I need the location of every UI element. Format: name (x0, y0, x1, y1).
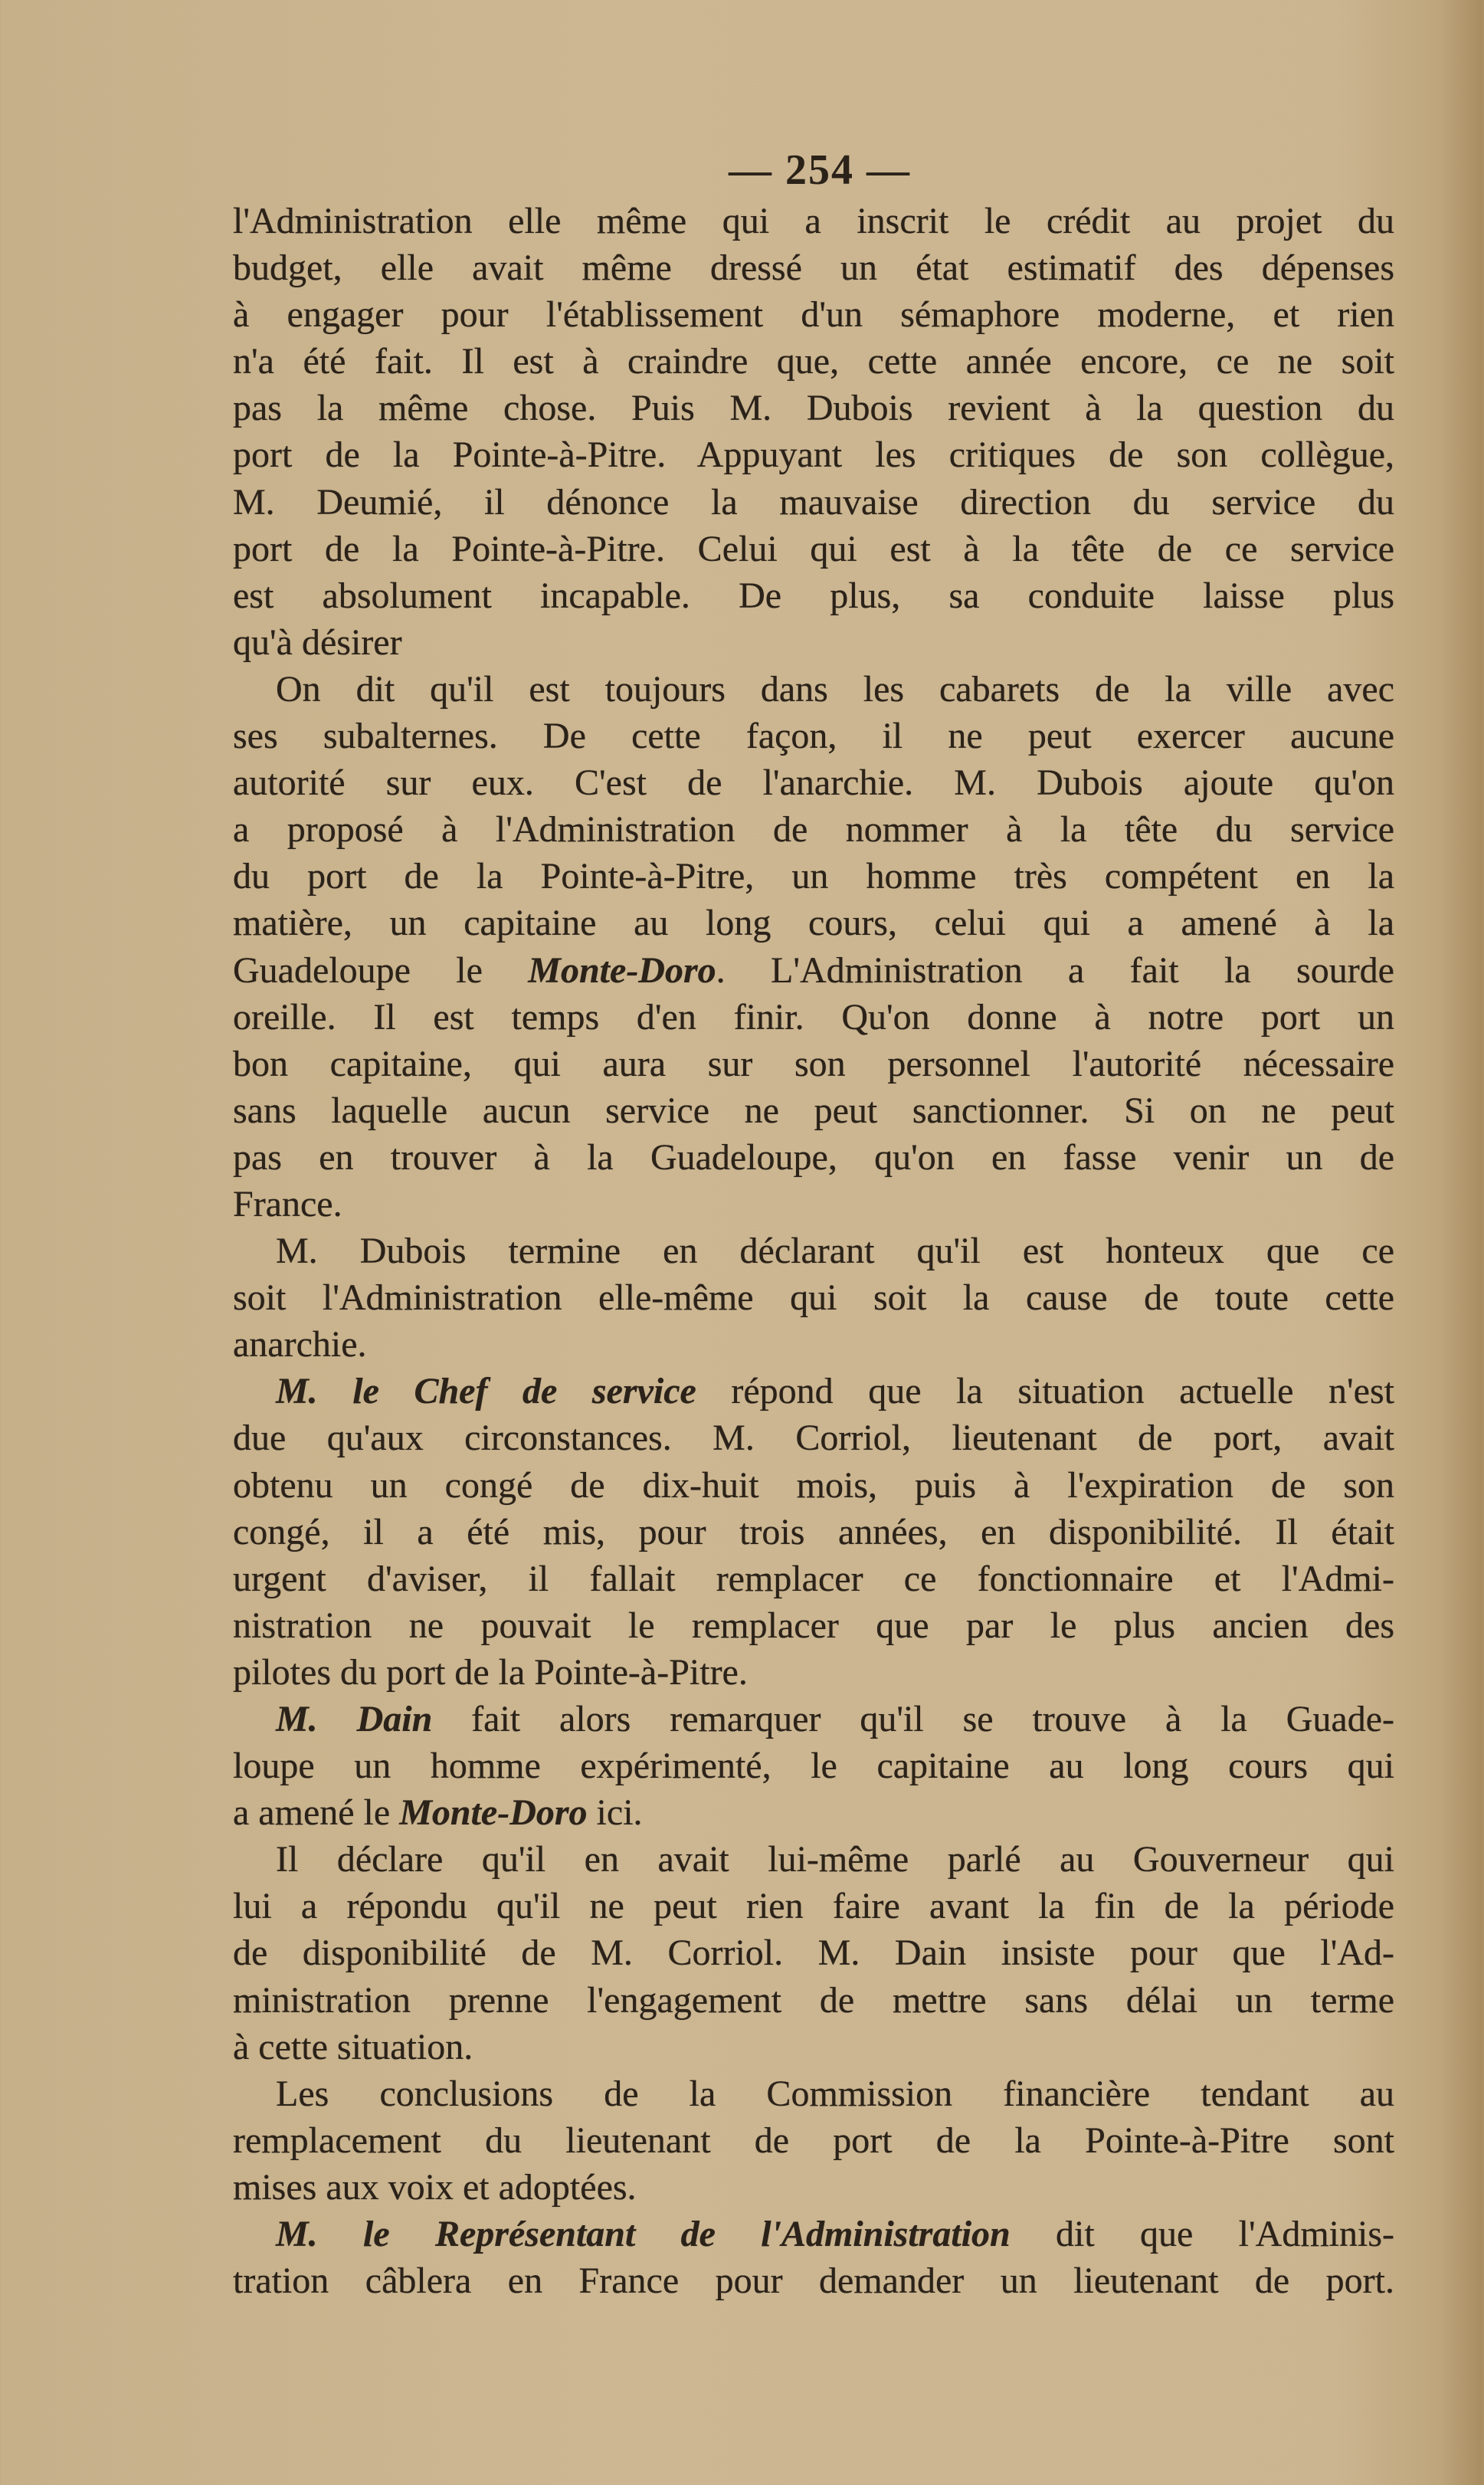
text-segment: répond que la situation actuelle n'est (696, 1371, 1394, 1412)
italic-text: Monte-Doro (399, 1792, 588, 1834)
text-line (233, 572, 1394, 619)
text-segment: bon capitaine, qui aura sur son personnel l'autorité nécessaire (233, 1043, 1394, 1084)
text-line (233, 1041, 1394, 1087)
text-line (233, 1509, 1394, 1556)
text-line (233, 1087, 1394, 1134)
text-segment: est absolument incapable. De plus, sa conduite laisse plus (233, 575, 1394, 616)
text-line (233, 2024, 1394, 2070)
text-segment: à cette situation. (233, 2026, 473, 2067)
text-line (233, 198, 1394, 244)
text-segment: pas en trouver à la Guadeloupe, qu'on en fasse venir un de (233, 1136, 1394, 1178)
text-line (233, 1556, 1394, 1602)
text-segment: dit que l'Adminis- (1010, 2214, 1395, 2255)
text-line (233, 338, 1394, 385)
text-line (233, 619, 1394, 666)
text-line (233, 713, 1394, 759)
text-segment: obtenu un congé de dix-huit mois, puis à l'expiration de son (233, 1464, 1394, 1506)
text-line (233, 2070, 1394, 2117)
text-segment: ses subalternes. De cette façon, il ne peut exercer aucune (233, 716, 1394, 757)
text-segment: a proposé à l'Administration de nommer à la tête du service (233, 809, 1394, 851)
text-line (233, 900, 1394, 946)
text-line (233, 1929, 1394, 1976)
text-line (233, 1368, 1394, 1415)
text-line (233, 2257, 1394, 2304)
text-segment: remplacement du lieutenant de port de la Pointe-à-Pitre sont (233, 2119, 1394, 2161)
text-line (233, 2117, 1394, 2164)
text-line (233, 666, 1394, 713)
text-line (233, 2211, 1394, 2257)
text-line (233, 479, 1394, 526)
text-segment: qu'à désirer (233, 621, 402, 663)
text-line (233, 1134, 1394, 1181)
italic-text: Monte-Doro (528, 949, 716, 991)
page-number: — 254 — (729, 146, 911, 194)
text-line (233, 947, 1394, 994)
text-segment: ministration prenne l'engagement de mettre sans délai un terme (233, 1979, 1394, 2021)
text-segment: a amené le (233, 1792, 400, 1834)
text-line (233, 1462, 1394, 1509)
text-line (233, 806, 1394, 853)
text-line (233, 994, 1394, 1041)
text-line (233, 1696, 1394, 1742)
text-segment: n'a été fait. Il est à craindre que, cette année encore, ce ne soit (233, 341, 1394, 382)
text-line (233, 431, 1394, 478)
text-segment: matière, un capitaine au long cours, celui qui a amené à la (233, 903, 1394, 944)
text-segment: oreille. Il est temps d'en finir. Qu'on donne à notre port un (233, 996, 1394, 1038)
text-segment: pilotes du port de la Pointe-à-Pitre. (233, 1651, 748, 1693)
italic-text: M. le Représentant de l'Administration (276, 2214, 1011, 2255)
text-segment: autorité sur eux. C'est de l'anarchie. M. Dubois ajoute qu'on (233, 762, 1394, 804)
text-line (233, 1321, 1394, 1368)
text-line (233, 1181, 1394, 1228)
text-line (233, 1789, 1394, 1836)
text-segment: du port de la Pointe-à-Pitre, un homme très compétent en la (233, 856, 1394, 897)
text-segment: budget, elle avait même dressé un état estimatif des dépenses (233, 248, 1394, 289)
text-line (233, 1274, 1394, 1321)
text-segment: M. Deumié, il dénonce la mauvaise direction du service du (233, 481, 1394, 523)
text-segment: . L'Administration a fait la sourde (716, 949, 1394, 991)
text-segment: tration câblera en France pour demander un lieutenant de port. (233, 2260, 1394, 2302)
text-line (233, 1883, 1394, 1929)
text-segment: sans laquelle aucun service ne peut sanctionner. Si on ne peut (233, 1090, 1394, 1131)
text-line (233, 291, 1394, 338)
text-segment: mises aux voix et adoptées. (233, 2166, 637, 2208)
text-segment: loupe un homme expérimenté, le capitaine au long cours qui (233, 1746, 1394, 1787)
text-segment: fait alors remarquer qu'il se trouve à la Guade- (432, 1699, 1394, 1739)
text-segment: lui a répondu qu'il ne peut rien faire avant la fin de la période (233, 1886, 1394, 1927)
text-line (233, 1649, 1394, 1696)
text-line (233, 526, 1394, 572)
text-segment: l'Administration elle même qui a inscrit le crédit au projet du (233, 201, 1394, 241)
text-segment: à engager pour l'établissement d'un sémaphore moderne, et rien (233, 294, 1394, 336)
text-line (233, 1602, 1394, 1649)
text-segment: M. Dubois termine en déclarant qu'il est honteux que ce (276, 1231, 1394, 1272)
italic-text: M. Dain (276, 1699, 433, 1739)
body-text (233, 198, 1394, 2304)
text-segment: nistration ne pouvait le remplacer que par le plus ancien des (233, 1605, 1394, 1646)
text-segment: Les conclusions de la Commission financière tendant au (276, 2073, 1394, 2114)
text-segment: de disponibilité de M. Corriol. M. Dain insiste pour que l'Ad- (233, 1933, 1394, 1974)
text-segment: port de la Pointe-à-Pitre. Appuyant les critiques de son collègue, (233, 434, 1394, 476)
text-segment: due qu'aux circonstances. M. Corriol, lieutenant de port, avait (233, 1418, 1394, 1459)
text-segment: anarchie. (233, 1324, 367, 1365)
text-segment: port de la Pointe-à-Pitre. Celui qui est à la tête de ce service (233, 528, 1394, 569)
text-segment: France. (233, 1183, 342, 1224)
text-line (233, 1836, 1394, 1883)
text-segment: soit l'Administration elle-même qui soit la cause de toute cette (233, 1277, 1394, 1319)
text-line (233, 1228, 1394, 1274)
italic-text: M. le Chef de service (276, 1371, 696, 1412)
text-segment: Il déclare qu'il en avait lui-même parlé au Gouverneur qui (276, 1839, 1394, 1880)
text-line (233, 759, 1394, 806)
text-segment: ici. (587, 1792, 643, 1834)
text-segment: On dit qu'il est toujours dans les cabarets de la ville avec (276, 668, 1394, 710)
text-line (233, 1742, 1394, 1789)
text-line (233, 1415, 1394, 1461)
text-line (233, 385, 1394, 431)
text-segment: Guadeloupe le (233, 949, 529, 991)
text-segment: congé, il a été mis, pour trois années, en disponibilité. Il était (233, 1511, 1394, 1552)
text-line (233, 853, 1394, 900)
text-line (233, 244, 1394, 291)
text-segment: urgent d'aviser, il fallait remplacer ce fonctionnaire et l'Admi- (233, 1558, 1394, 1599)
text-line (233, 2164, 1394, 2211)
text-line (233, 1977, 1394, 2024)
text-segment: pas la même chose. Puis M. Dubois revient à la question du (233, 388, 1394, 429)
